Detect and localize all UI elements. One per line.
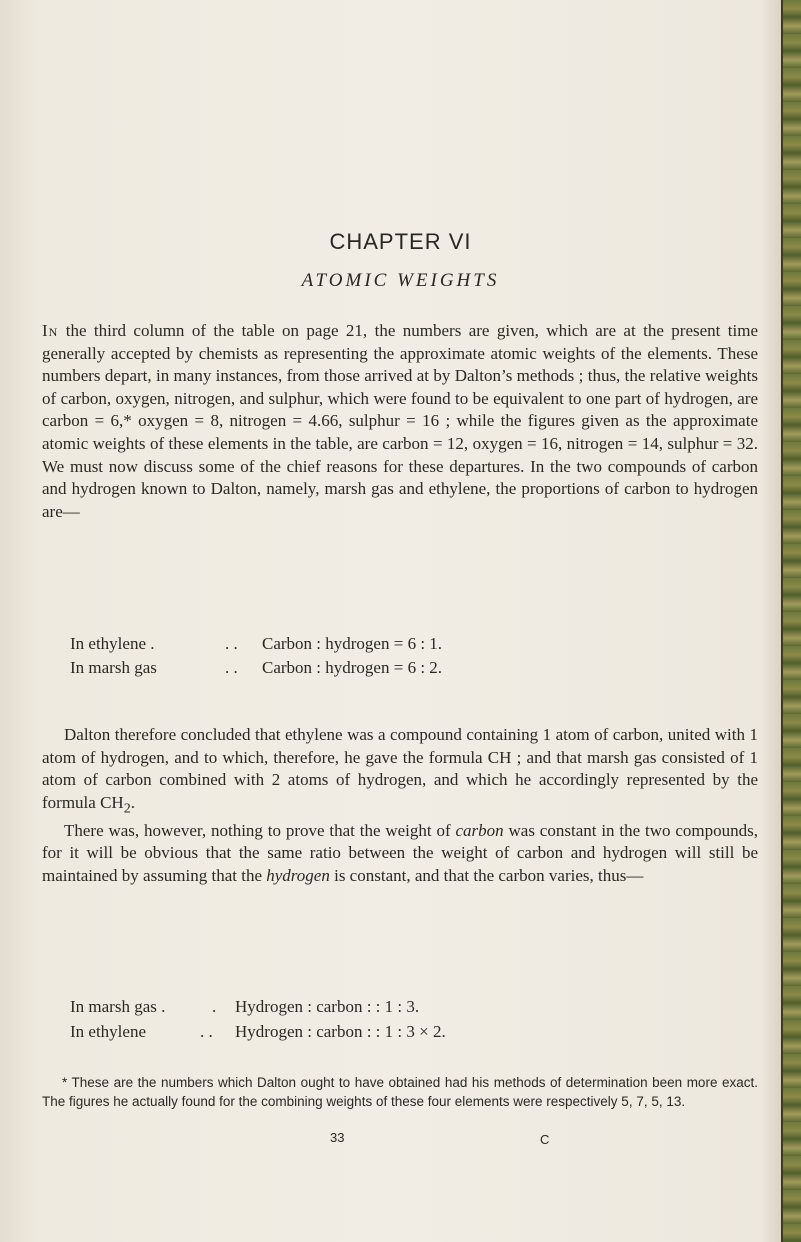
paragraph-carbon-end: is constant, and that the carbon varies, thus— [329,865,644,885]
signature-mark: C [540,1132,550,1147]
ratio-compound-4: In ethylene [70,1022,146,1041]
paragraph-dalton-text: Dalton therefore concluded that ethylene was a compound containing 1 atom of carbon, united with 1 atom of hydrogen, and to which, therefore, he gave the formula CH ; and that marsh gas consisted of 1 atom of carbon combined with 2 atoms of hydrogen, and which he accordingly represented by the formula CH [42,725,758,812]
paragraph-intro-text: the third column of the table on page 21, the numbers are given, which are at the present time generally accepted by chemists as representing the approximate atomic weights of the elements. These numbers depart, in many instances, from those arrived at by Dalton’s methods ; thus, the relative weights of carbon, oxygen, nitrogen, and sulphur, which were found to be equivalent to one part of hydrogen, are carbon = 6,* oxygen = 8, nitrogen = 4.66, sulphur = 16 ; while the figures given as the approximate atomic weights of these elements in the table, are carbon = 12, oxygen = 16, nitrogen = 14, sulphur = 32. We must now discuss some of the chief reasons for these departures. In the two compounds of carbon and hydrogen known to Dalton, namely, marsh gas and ethylene, the proportions of carbon to hydrogen are— [42,321,758,521]
emphasis-carbon: carbon [455,820,504,840]
footnote [42,1074,758,1111]
page-number: 33 [330,1130,345,1145]
ratio-compound-2: In marsh gas [70,658,157,677]
ratio-compound-3: In marsh gas . [70,997,166,1016]
ratio-dots-1: . . [225,634,238,653]
footnote-text: * These are the numbers which Dalton ought to have obtained had his methods of determination been more exact. The figures he actually found for the combining weights of these four elements were respectively 5, 7, 5, 13. [42,1075,758,1109]
ratio-dots-3: . [212,997,217,1016]
paragraph-carbon-text: There was, however, nothing to prove that the weight of [64,820,456,840]
drop-word: In [42,321,59,340]
paragraph-carbon-mid: was constant in the two compounds, for it will be obvious that the same ratio between the weight of carbon and hydrogen will still be maintained by assuming that the [42,820,758,885]
ratio-dots-4: . . [200,1022,213,1041]
chapter-heading: CHAPTER VI [329,229,472,254]
paragraph-dalton-end: . [130,792,136,812]
formula-subscript: 2 [123,800,131,817]
ratio-relation-4: Hydrogen : carbon : : 1 : 3 × 2. [235,1022,446,1041]
emphasis-hydrogen: hydrogen [266,865,330,885]
ratio-relation-2: Carbon : hydrogen = 6 : 2. [262,658,443,677]
paragraph-dalton [42,724,758,888]
ratio-dots-2: . . [225,658,238,677]
paragraph-intro [42,320,758,523]
ratio-relation-1: Carbon : hydrogen = 6 : 1. [262,634,443,653]
chapter-title: ATOMIC WEIGHTS [301,270,500,291]
page-edge [781,0,801,1242]
ratio-compound-1: In ethylene . [70,634,155,653]
ratio-relation-3: Hydrogen : carbon : : 1 : 3. [235,997,420,1016]
